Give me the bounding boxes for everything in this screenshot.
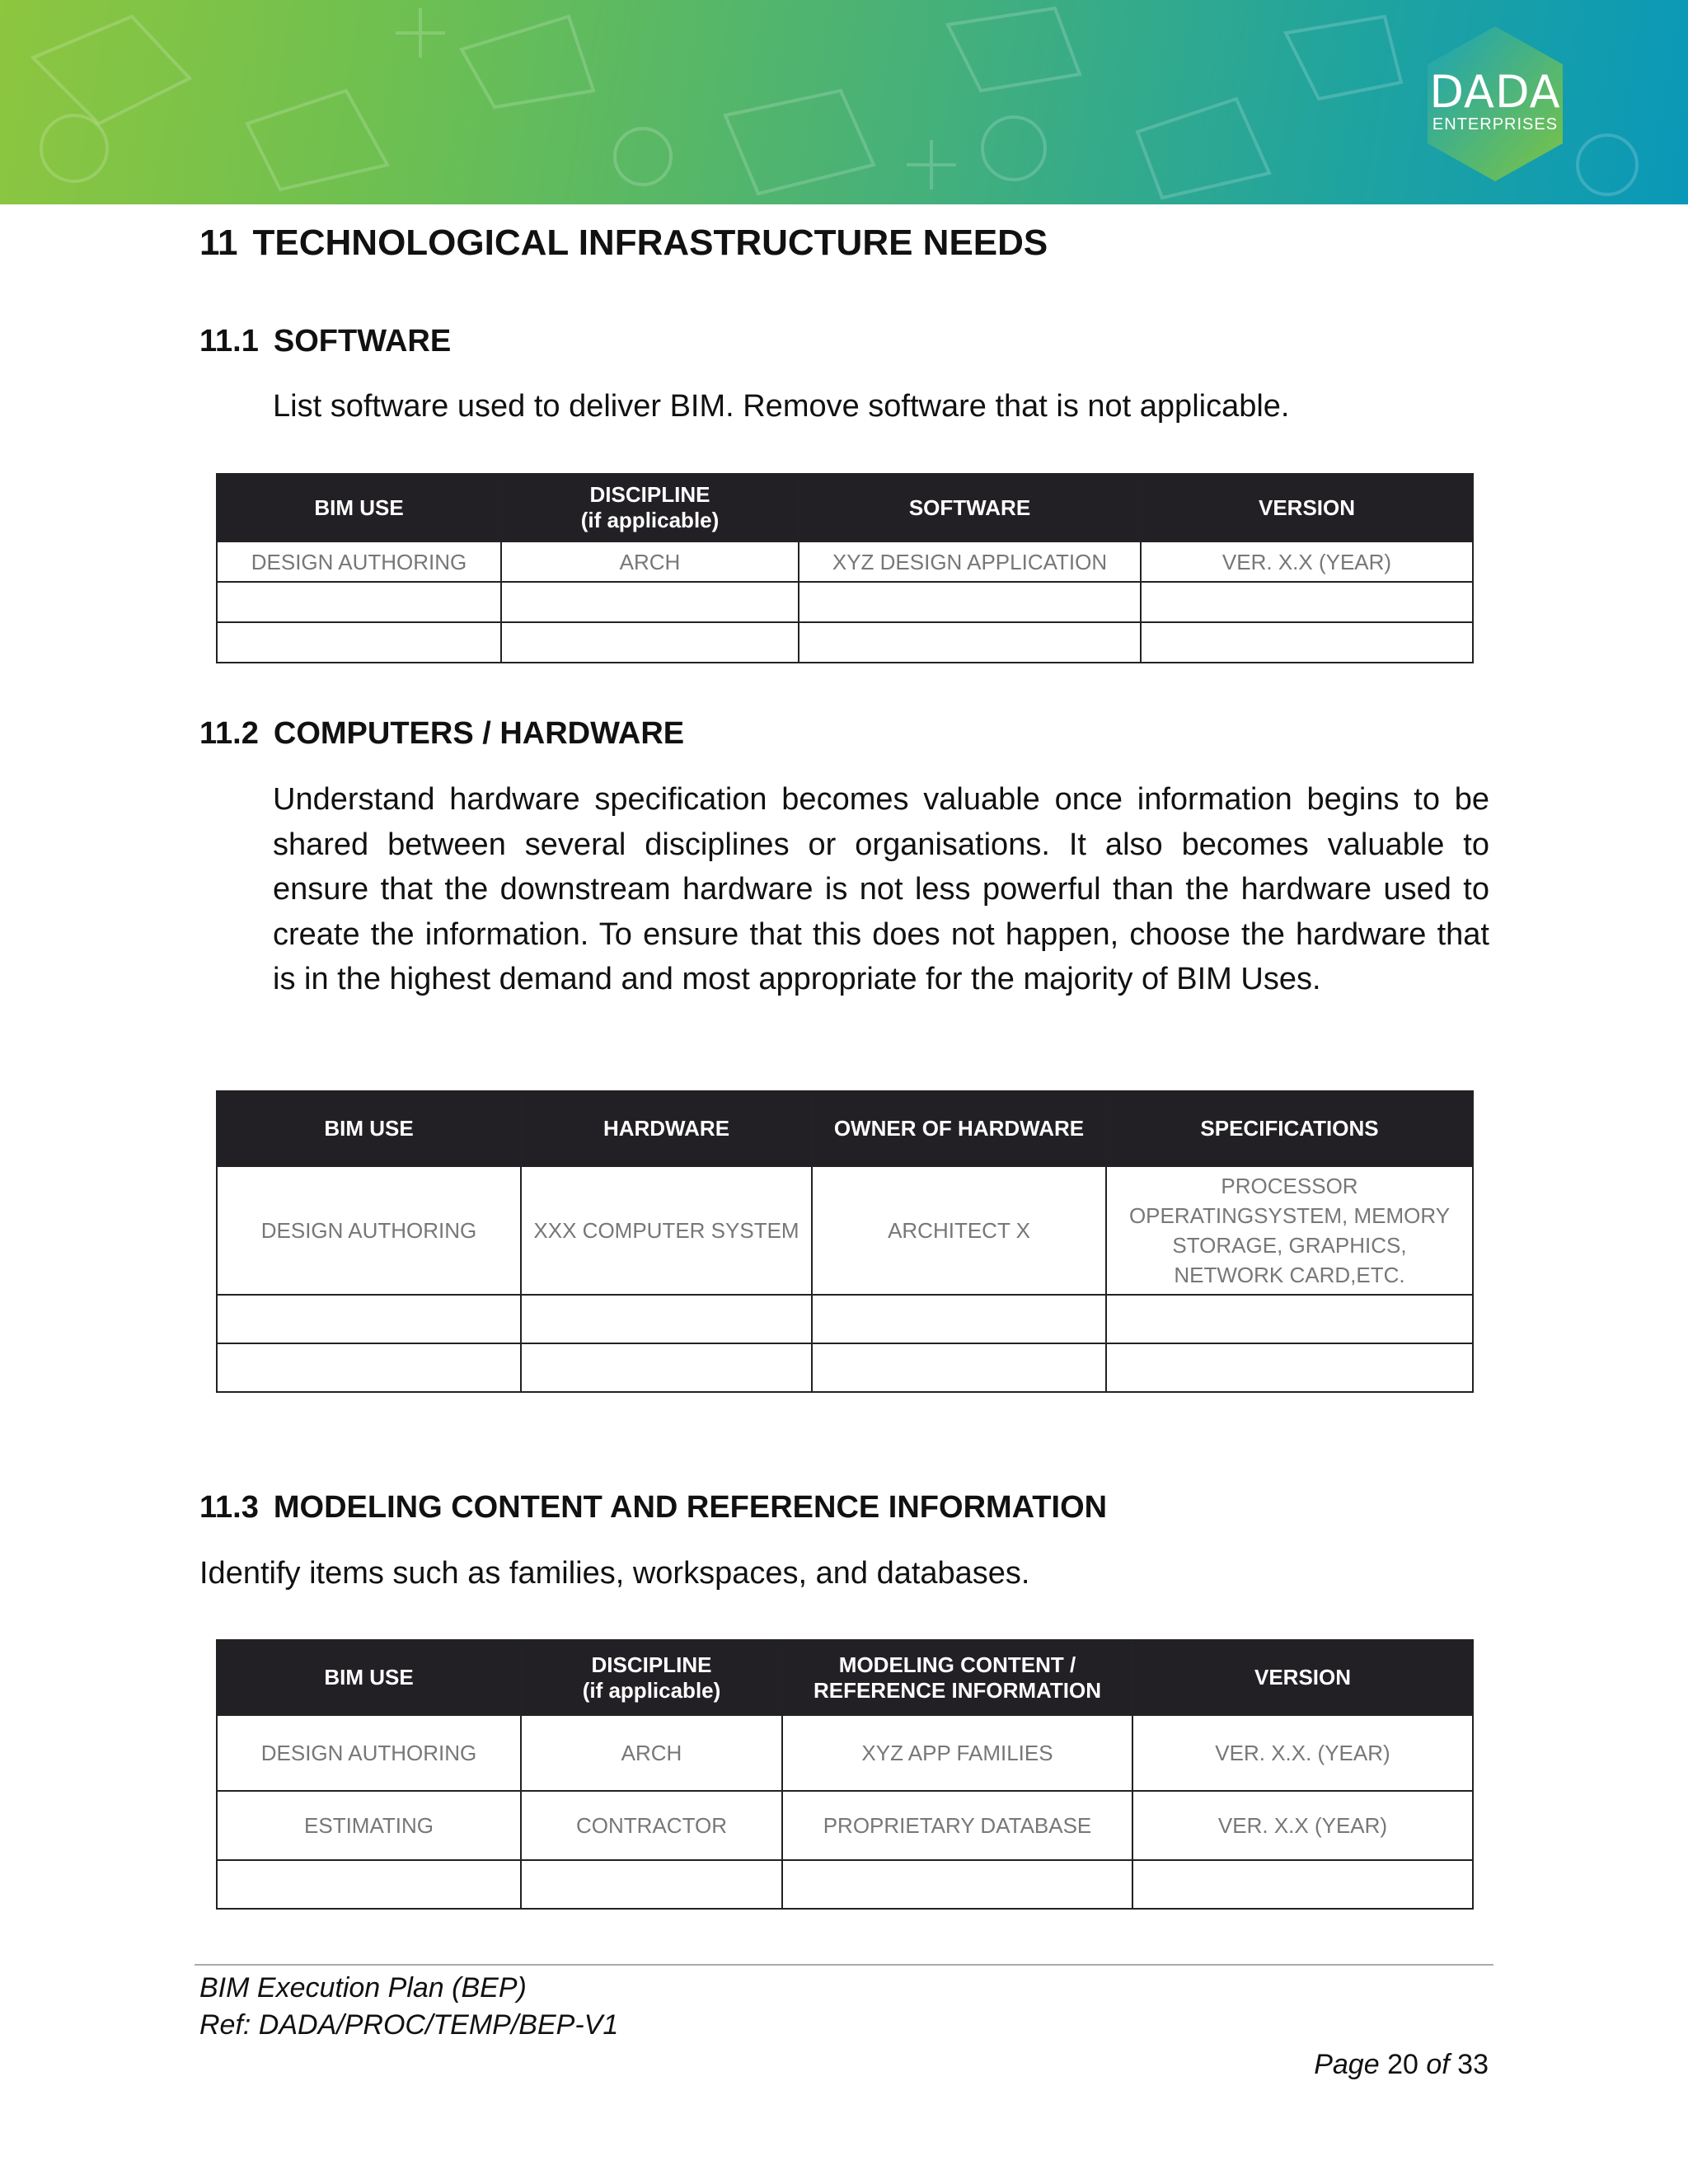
table-cell: XYZ DESIGN APPLICATION bbox=[799, 541, 1141, 582]
column-header: OWNER OF HARDWARE bbox=[812, 1091, 1106, 1166]
table-cell: VER. X.X (YEAR) bbox=[1132, 1791, 1473, 1860]
page-number: Page 20 of 33 bbox=[1314, 2049, 1489, 2080]
table-cell bbox=[812, 1343, 1106, 1392]
section-number: 11 bbox=[199, 223, 238, 263]
modeling-heading bbox=[199, 1490, 1107, 1526]
logo-subtitle: ENTERPRISES bbox=[1432, 115, 1559, 134]
software-table bbox=[216, 473, 1474, 663]
section-title: TECHNOLOGICAL INFRASTRUCTURE NEEDS bbox=[252, 223, 1048, 263]
logo-name: DADA bbox=[1429, 66, 1561, 118]
table-header-row bbox=[217, 1640, 1473, 1715]
table-cell bbox=[217, 1295, 521, 1343]
column-header: DISCIPLINE (if applicable) bbox=[521, 1640, 782, 1715]
software-intro: List software used to deliver BIM. Remove software that is not applicable. bbox=[273, 389, 1290, 424]
column-header: BIM USE bbox=[217, 474, 501, 541]
table-cell bbox=[1106, 1295, 1473, 1343]
footer-doc-title: BIM Execution Plan (BEP) bbox=[199, 1972, 527, 2004]
table-cell bbox=[812, 1295, 1106, 1343]
table-header-row bbox=[217, 1091, 1473, 1166]
table-header-row bbox=[217, 474, 1473, 541]
table-cell bbox=[782, 1860, 1132, 1909]
table-cell bbox=[217, 622, 501, 663]
company-logo bbox=[1414, 66, 1576, 134]
software-heading bbox=[199, 324, 451, 359]
modeling-table bbox=[216, 1639, 1474, 1910]
table-row bbox=[217, 1295, 1473, 1343]
table-cell bbox=[1141, 582, 1473, 622]
table-row bbox=[217, 622, 1473, 663]
column-header: HARDWARE bbox=[521, 1091, 812, 1166]
section-heading bbox=[199, 223, 1048, 264]
table-cell: ARCH bbox=[501, 541, 799, 582]
column-header: MODELING CONTENT / REFERENCE INFORMATION bbox=[782, 1640, 1132, 1715]
footer-ref: Ref: DADA/PROC/TEMP/BEP-V1 bbox=[199, 2009, 619, 2041]
column-header: SOFTWARE bbox=[799, 474, 1141, 541]
table-row bbox=[217, 582, 1473, 622]
hardware-number: 11.2 bbox=[199, 716, 259, 751]
table-cell: CONTRACTOR bbox=[521, 1791, 782, 1860]
table-cell bbox=[521, 1295, 812, 1343]
table-cell: PROPRIETARY DATABASE bbox=[782, 1791, 1132, 1860]
table-cell bbox=[1141, 622, 1473, 663]
table-cell bbox=[501, 622, 799, 663]
table-cell: ARCHITECT X bbox=[812, 1166, 1106, 1295]
table-row bbox=[217, 1860, 1473, 1909]
table-cell: DESIGN AUTHORING bbox=[217, 1166, 521, 1295]
software-title: SOFTWARE bbox=[273, 324, 452, 359]
table-cell bbox=[217, 1860, 521, 1909]
modeling-intro: Identify items such as families, workspaces, and databases. bbox=[199, 1556, 1030, 1591]
column-header: DISCIPLINE (if applicable) bbox=[501, 474, 799, 541]
table-cell: DESIGN AUTHORING bbox=[217, 541, 501, 582]
hardware-table bbox=[216, 1090, 1474, 1393]
modeling-title: MODELING CONTENT AND REFERENCE INFORMATION bbox=[273, 1490, 1108, 1525]
table-cell: PROCESSOR OPERATINGSYSTEM, MEMORY STORAGE, GRAPHICS, NETWORK CARD,ETC. bbox=[1106, 1166, 1473, 1295]
hardware-intro: Understand hardware specification becomes valuable once information begins to be shared between several disciplines or organisations. It also becomes valuable to ensure that the downstream hardware is not less powerful than the hardware used to create the information. To ensure that this does not happen, choose the hardware that is in the highest demand and most appropriate for the majority of BIM Uses. bbox=[273, 782, 1489, 996]
column-header: VERSION bbox=[1141, 474, 1473, 541]
table-cell bbox=[217, 1343, 521, 1392]
hardware-heading bbox=[199, 716, 684, 752]
header-banner bbox=[0, 0, 1688, 204]
table-row bbox=[217, 1166, 1473, 1295]
modeling-number: 11.3 bbox=[199, 1490, 259, 1525]
table-cell bbox=[1132, 1860, 1473, 1909]
table-cell: XYZ APP FAMILIES bbox=[782, 1715, 1132, 1791]
table-cell bbox=[501, 582, 799, 622]
table-cell: XXX COMPUTER SYSTEM bbox=[521, 1166, 812, 1295]
table-cell bbox=[1106, 1343, 1473, 1392]
footer-divider bbox=[195, 1964, 1493, 1966]
column-header: SPECIFICATIONS bbox=[1106, 1091, 1473, 1166]
table-row bbox=[217, 541, 1473, 582]
software-number: 11.1 bbox=[199, 324, 259, 359]
table-cell bbox=[799, 582, 1141, 622]
column-header: BIM USE bbox=[217, 1640, 521, 1715]
table-cell: ESTIMATING bbox=[217, 1791, 521, 1860]
table-cell bbox=[799, 622, 1141, 663]
table-cell bbox=[521, 1860, 782, 1909]
table-cell: VER. X.X (YEAR) bbox=[1141, 541, 1473, 582]
table-cell: VER. X.X. (YEAR) bbox=[1132, 1715, 1473, 1791]
table-row bbox=[217, 1791, 1473, 1860]
table-cell bbox=[217, 582, 501, 622]
table-row bbox=[217, 1343, 1473, 1392]
column-header: BIM USE bbox=[217, 1091, 521, 1166]
table-cell: ARCH bbox=[521, 1715, 782, 1791]
table-row bbox=[217, 1715, 1473, 1791]
hardware-title: COMPUTERS / HARDWARE bbox=[273, 716, 685, 751]
table-cell bbox=[521, 1343, 812, 1392]
table-cell: DESIGN AUTHORING bbox=[217, 1715, 521, 1791]
column-header: VERSION bbox=[1132, 1640, 1473, 1715]
